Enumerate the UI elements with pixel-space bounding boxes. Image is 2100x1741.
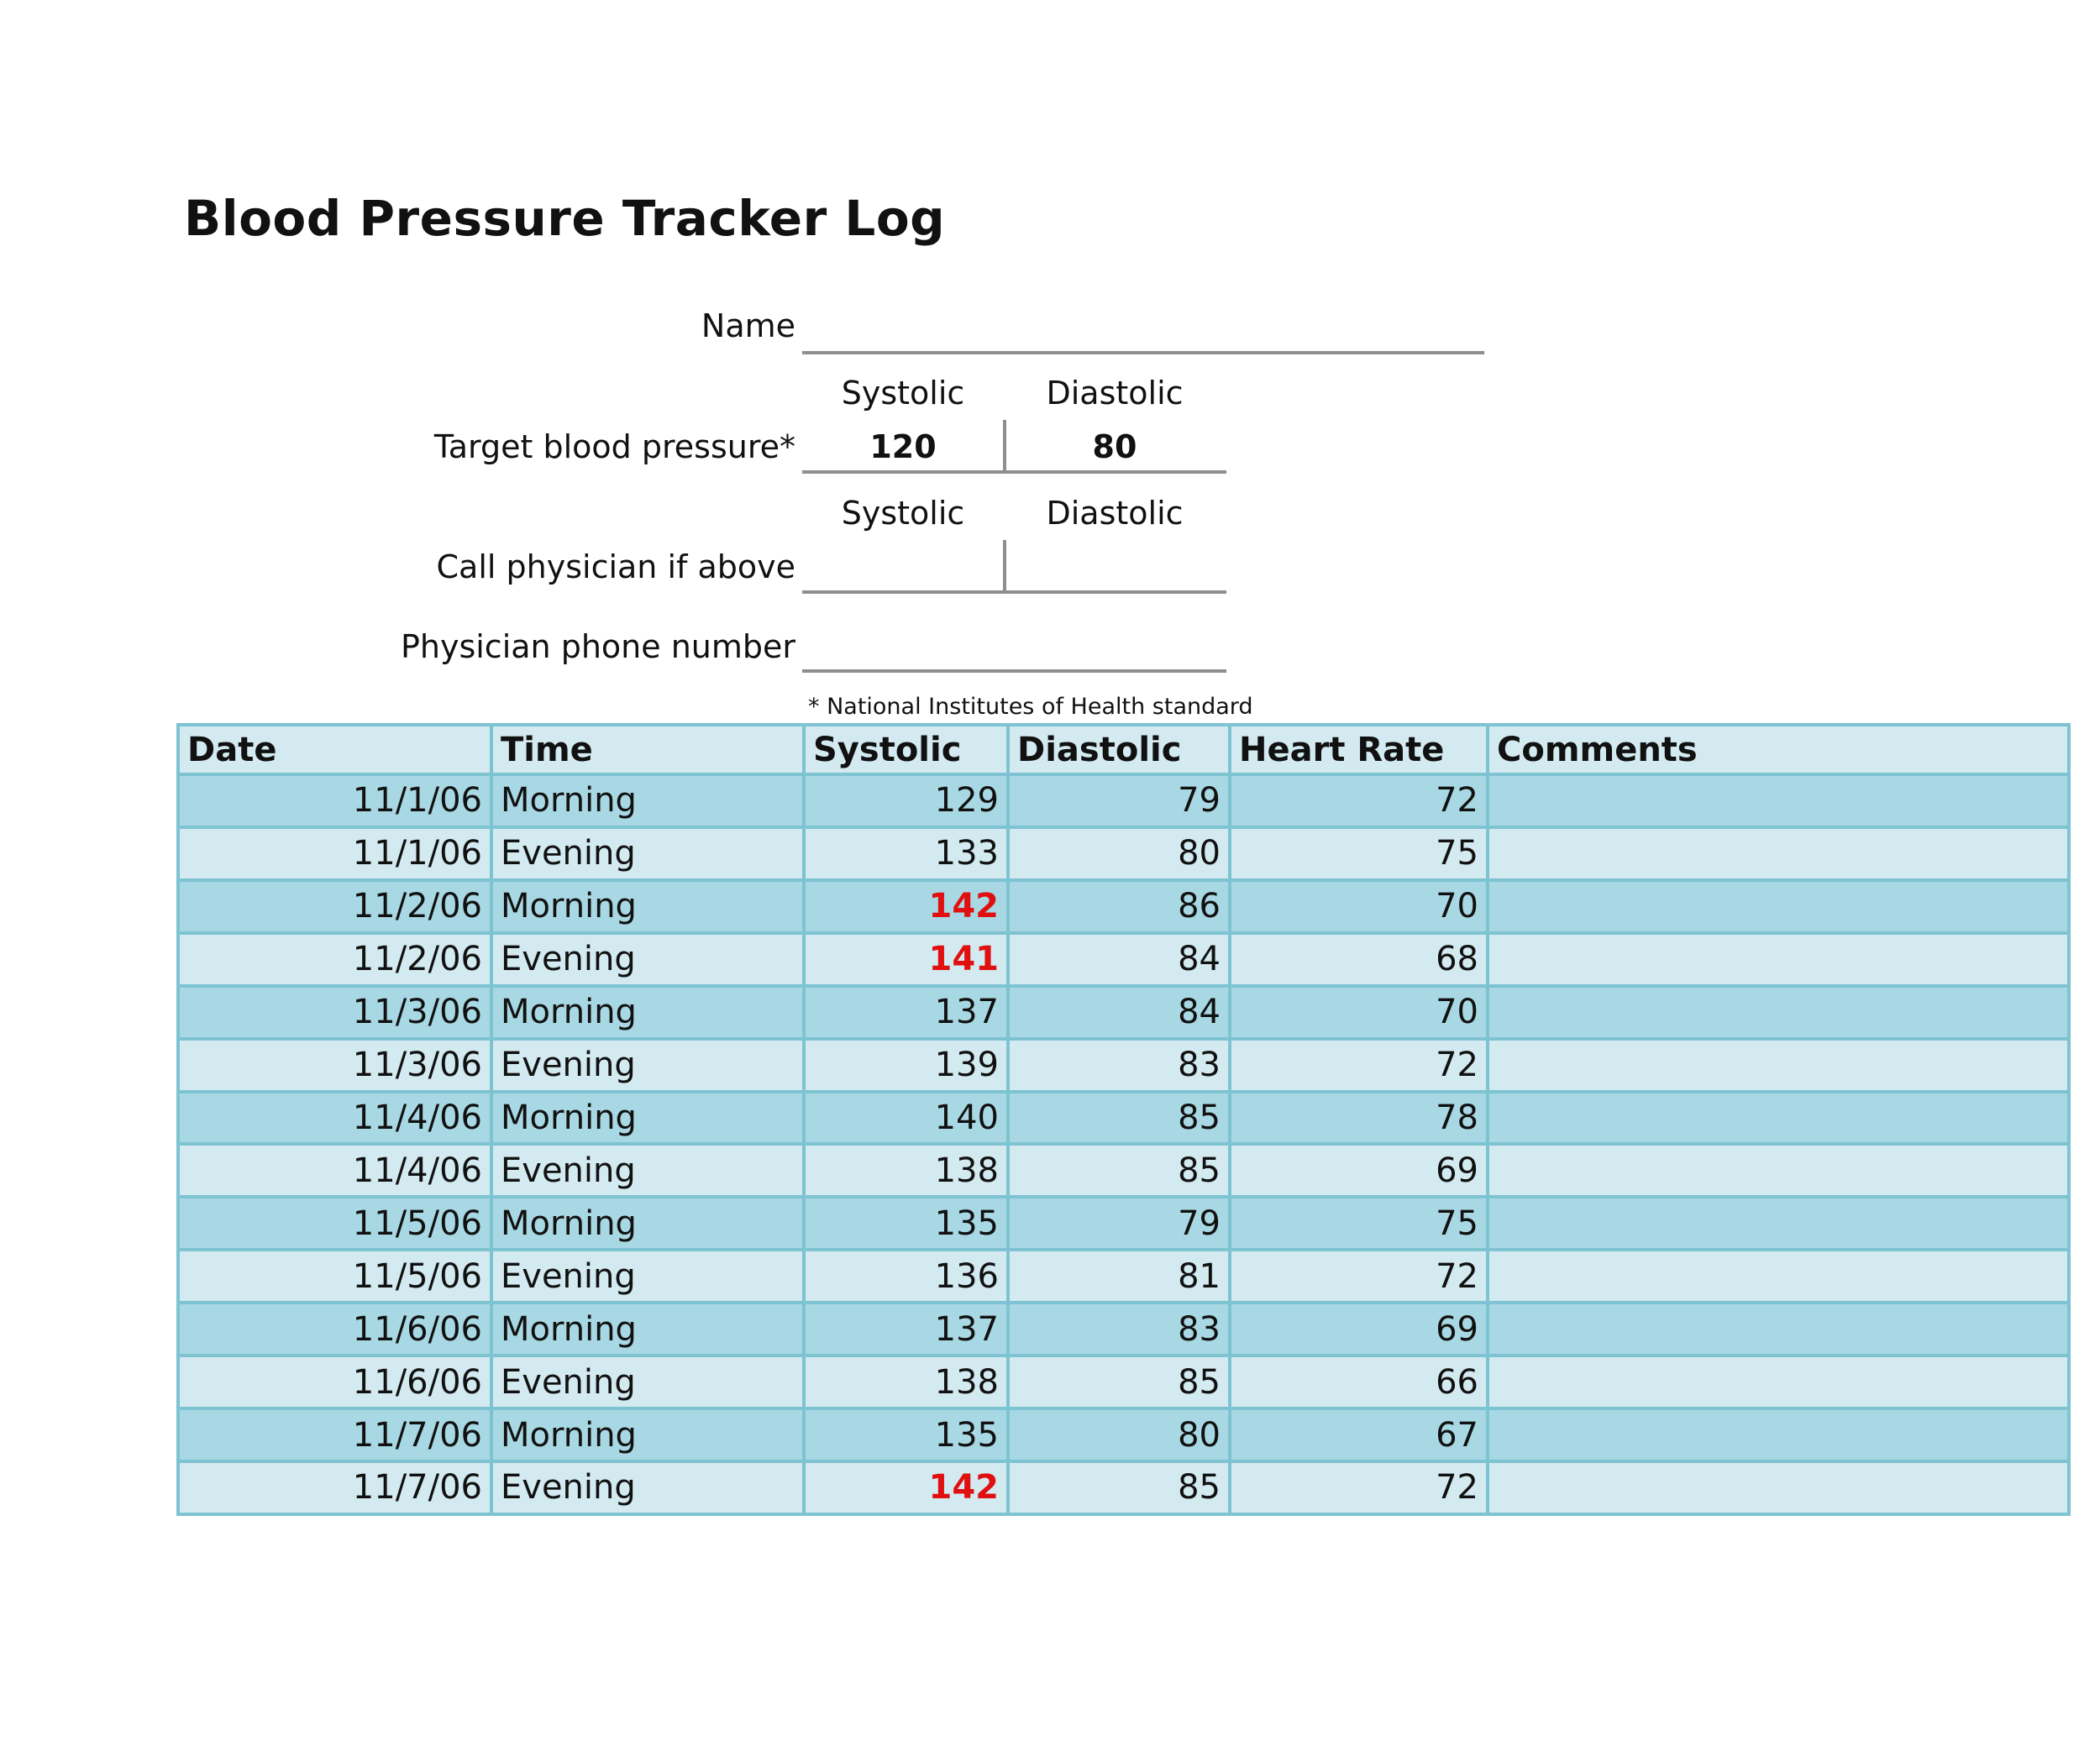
diastolic-cell[interactable]: 83 xyxy=(1008,1303,1230,1356)
table-row xyxy=(178,986,2069,1039)
phone-label: Physician phone number xyxy=(400,628,795,665)
systolic-cell[interactable]: 129 xyxy=(804,774,1008,827)
comments-cell[interactable] xyxy=(1488,1092,2069,1145)
table-row xyxy=(178,1197,2069,1250)
heart-rate-cell[interactable]: 75 xyxy=(1230,827,1488,880)
column-header-systolic: Systolic xyxy=(804,725,1008,774)
systolic-cell[interactable]: 135 xyxy=(804,1408,1008,1461)
column-header-heart-rate: Heart Rate xyxy=(1230,725,1488,774)
date-cell[interactable]: 11/2/06 xyxy=(178,933,491,986)
date-cell[interactable]: 11/3/06 xyxy=(178,986,491,1039)
column-header-diastolic: Diastolic xyxy=(1008,725,1230,774)
time-cell[interactable]: Evening xyxy=(491,827,804,880)
call-diastolic-value[interactable] xyxy=(1012,548,1217,590)
systolic-cell[interactable]: 141 xyxy=(804,933,1008,986)
footnote: * National Institutes of Health standard xyxy=(808,694,1253,720)
time-cell[interactable]: Evening xyxy=(491,1039,804,1092)
heart-rate-cell[interactable]: 72 xyxy=(1230,1250,1488,1303)
log-table xyxy=(176,723,2071,1516)
comments-cell[interactable] xyxy=(1488,827,2069,880)
table-row xyxy=(178,1461,2069,1514)
column-header-time: Time xyxy=(491,725,804,774)
table-row xyxy=(178,1408,2069,1461)
comments-cell[interactable] xyxy=(1488,1408,2069,1461)
call-physician-label: Call physician if above xyxy=(436,548,795,585)
comments-cell[interactable] xyxy=(1488,986,2069,1039)
diastolic-cell[interactable]: 85 xyxy=(1008,1356,1230,1408)
comments-cell[interactable] xyxy=(1488,1303,2069,1356)
target-systolic-header: Systolic xyxy=(841,375,965,412)
comments-cell[interactable] xyxy=(1488,933,2069,986)
comments-cell[interactable] xyxy=(1488,1144,2069,1197)
time-cell[interactable]: Morning xyxy=(491,986,804,1039)
diastolic-cell[interactable]: 86 xyxy=(1008,880,1230,933)
date-cell[interactable]: 11/6/06 xyxy=(178,1356,491,1408)
diastolic-cell[interactable]: 81 xyxy=(1008,1250,1230,1303)
heart-rate-cell[interactable]: 67 xyxy=(1230,1408,1488,1461)
time-cell[interactable]: Morning xyxy=(491,1408,804,1461)
call-systolic-header: Systolic xyxy=(841,495,965,532)
date-cell[interactable]: 11/5/06 xyxy=(178,1250,491,1303)
heart-rate-cell[interactable]: 70 xyxy=(1230,880,1488,933)
diastolic-cell[interactable]: 85 xyxy=(1008,1144,1230,1197)
date-cell[interactable]: 11/1/06 xyxy=(178,774,491,827)
time-cell[interactable]: Morning xyxy=(491,774,804,827)
call-divider xyxy=(1003,540,1006,592)
heart-rate-cell[interactable]: 69 xyxy=(1230,1303,1488,1356)
heart-rate-cell[interactable]: 68 xyxy=(1230,933,1488,986)
systolic-cell[interactable]: 136 xyxy=(804,1250,1008,1303)
table-row xyxy=(178,1303,2069,1356)
heart-rate-cell[interactable]: 72 xyxy=(1230,1039,1488,1092)
date-cell[interactable]: 11/2/06 xyxy=(178,880,491,933)
systolic-cell[interactable]: 137 xyxy=(804,1303,1008,1356)
diastolic-cell[interactable]: 85 xyxy=(1008,1461,1230,1514)
time-cell[interactable]: Evening xyxy=(491,1250,804,1303)
date-cell[interactable]: 11/1/06 xyxy=(178,827,491,880)
diastolic-cell[interactable]: 79 xyxy=(1008,774,1230,827)
target-bp-label: Target blood pressure* xyxy=(433,428,795,465)
time-cell[interactable]: Morning xyxy=(491,880,804,933)
time-cell[interactable]: Evening xyxy=(491,933,804,986)
diastolic-cell[interactable]: 83 xyxy=(1008,1039,1230,1092)
date-cell[interactable]: 11/4/06 xyxy=(178,1092,491,1145)
diastolic-cell[interactable]: 84 xyxy=(1008,986,1230,1039)
column-header-comments: Comments xyxy=(1488,725,2069,774)
call-diastolic-header: Diastolic xyxy=(1046,495,1184,532)
call-systolic-value[interactable] xyxy=(801,548,1005,590)
systolic-cell[interactable]: 139 xyxy=(804,1039,1008,1092)
diastolic-cell[interactable]: 79 xyxy=(1008,1197,1230,1250)
time-cell[interactable]: Evening xyxy=(491,1461,804,1514)
table-row xyxy=(178,933,2069,986)
systolic-cell[interactable]: 138 xyxy=(804,1356,1008,1408)
time-cell[interactable]: Evening xyxy=(491,1144,804,1197)
page-title: Blood Pressure Tracker Log xyxy=(184,190,946,247)
table-row xyxy=(178,1356,2069,1408)
phone-underline xyxy=(802,669,1226,673)
comments-cell[interactable] xyxy=(1488,1197,2069,1250)
call-underline xyxy=(802,590,1226,594)
diastolic-cell[interactable]: 80 xyxy=(1008,827,1230,880)
comments-cell[interactable] xyxy=(1488,1250,2069,1303)
time-cell[interactable]: Morning xyxy=(491,1197,804,1250)
time-cell[interactable]: Evening xyxy=(491,1356,804,1408)
heart-rate-cell[interactable]: 78 xyxy=(1230,1092,1488,1145)
heart-rate-cell[interactable]: 75 xyxy=(1230,1197,1488,1250)
target-divider xyxy=(1003,420,1006,472)
systolic-cell[interactable]: 133 xyxy=(804,827,1008,880)
comments-cell[interactable] xyxy=(1488,774,2069,827)
target-underline xyxy=(802,470,1226,474)
name-field[interactable] xyxy=(802,299,1484,351)
date-cell[interactable]: 11/3/06 xyxy=(178,1039,491,1092)
systolic-cell[interactable]: 142 xyxy=(804,880,1008,933)
header-row xyxy=(178,725,2069,774)
target-systolic-value[interactable]: 120 xyxy=(869,428,937,465)
table-row xyxy=(178,1144,2069,1197)
systolic-cell[interactable]: 135 xyxy=(804,1197,1008,1250)
name-underline xyxy=(802,351,1484,354)
table-row xyxy=(178,774,2069,827)
comments-cell[interactable] xyxy=(1488,880,2069,933)
date-cell[interactable]: 11/7/06 xyxy=(178,1408,491,1461)
table-row xyxy=(178,1039,2069,1092)
date-cell[interactable]: 11/6/06 xyxy=(178,1303,491,1356)
table-row xyxy=(178,1250,2069,1303)
heart-rate-cell[interactable]: 72 xyxy=(1230,1461,1488,1514)
diastolic-cell[interactable]: 80 xyxy=(1008,1408,1230,1461)
time-cell[interactable]: Morning xyxy=(491,1092,804,1145)
date-cell[interactable]: 11/5/06 xyxy=(178,1197,491,1250)
date-cell[interactable]: 11/7/06 xyxy=(178,1461,491,1514)
diastolic-cell[interactable]: 84 xyxy=(1008,933,1230,986)
comments-cell[interactable] xyxy=(1488,1356,2069,1408)
heart-rate-cell[interactable]: 70 xyxy=(1230,986,1488,1039)
time-cell[interactable]: Morning xyxy=(491,1303,804,1356)
table-row xyxy=(178,880,2069,933)
diastolic-cell[interactable]: 85 xyxy=(1008,1092,1230,1145)
date-cell[interactable]: 11/4/06 xyxy=(178,1144,491,1197)
phone-field[interactable] xyxy=(802,620,1226,670)
systolic-cell[interactable]: 137 xyxy=(804,986,1008,1039)
systolic-cell[interactable]: 140 xyxy=(804,1092,1008,1145)
systolic-cell[interactable]: 138 xyxy=(804,1144,1008,1197)
table-row xyxy=(178,1092,2069,1145)
comments-cell[interactable] xyxy=(1488,1039,2069,1092)
target-diastolic-header: Diastolic xyxy=(1046,375,1184,412)
table-row xyxy=(178,827,2069,880)
heart-rate-cell[interactable]: 72 xyxy=(1230,774,1488,827)
column-header-date: Date xyxy=(178,725,491,774)
heart-rate-cell[interactable]: 66 xyxy=(1230,1356,1488,1408)
name-label: Name xyxy=(701,307,795,344)
systolic-cell[interactable]: 142 xyxy=(804,1461,1008,1514)
target-diastolic-value[interactable]: 80 xyxy=(1092,428,1137,465)
heart-rate-cell[interactable]: 69 xyxy=(1230,1144,1488,1197)
comments-cell[interactable] xyxy=(1488,1461,2069,1514)
